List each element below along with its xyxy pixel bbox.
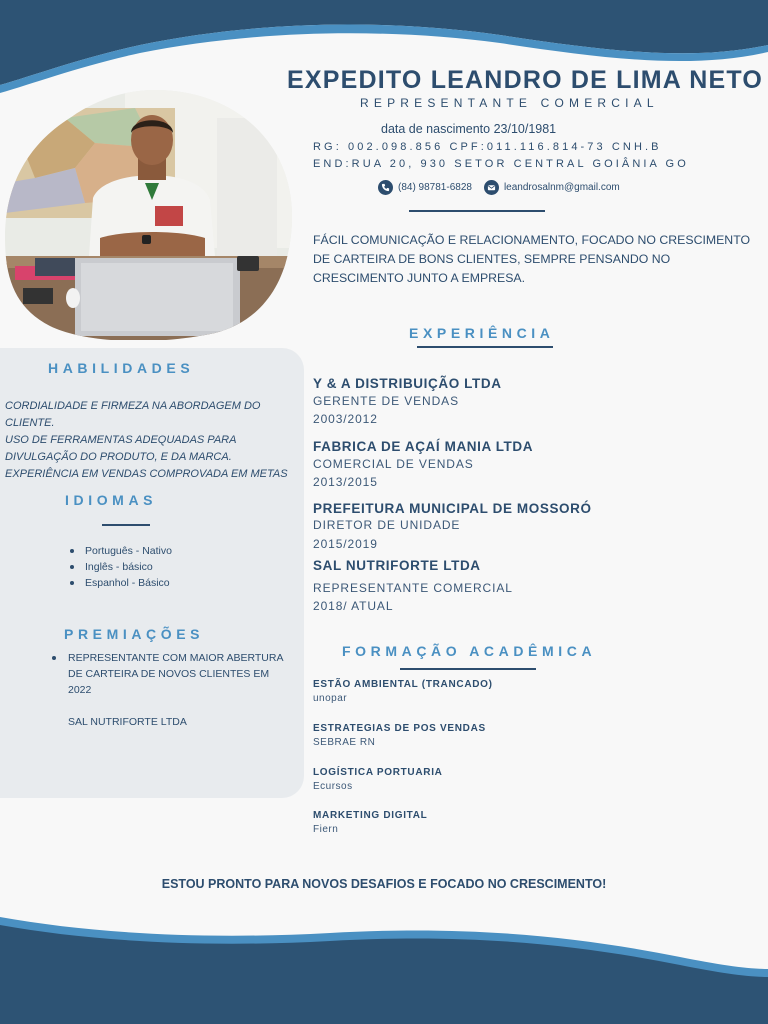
job-company: FABRICA DE AÇAÍ MANIA LTDA [313, 439, 534, 454]
languages-heading: IDIOMAS [65, 492, 158, 508]
education-institution: unopar [313, 693, 348, 704]
education-institution: SEBRAE RN [313, 737, 376, 748]
candidate-name: EXPEDITO LEANDRO DE LIMA NETO [287, 66, 764, 94]
skill-line: CORDIALIDADE E FIRMEZA NA ABORDAGEM DO CLIENTE. [5, 400, 261, 429]
profile-summary: FÁCIL COMUNICAÇÃO E RELACIONAMENTO, FOCADO NO CRESCIMENTO DE CARTEIRA DE BONS CLIENTES, SEMPRE PENSANDO NO CRESCIMENTO JUNTO A EMPRESA. [313, 233, 751, 285]
id-documents: RG: 002.098.856 CPF:011.116.814-73 CNH.B [313, 141, 662, 153]
job-period: 2018/ ATUAL [313, 599, 394, 613]
award-item [52, 650, 292, 730]
birth-date: data de nascimento 23/10/1981 [381, 122, 557, 136]
experience-heading: EXPERIÊNCIA [409, 325, 555, 341]
skills-list [5, 398, 300, 483]
closing-statement: ESTOU PRONTO PARA NOVOS DESAFIOS E FOCADO NO CRESCIMENTO! [161, 877, 607, 891]
contact-line [378, 180, 620, 195]
education-institution: Ecursos [313, 781, 353, 792]
header-divider [409, 210, 545, 212]
profile-photo [5, 88, 293, 340]
education-divider [400, 668, 536, 670]
award-line: DE CARTEIRA DE NOVOS CLIENTES EM 2022 [68, 668, 270, 696]
skill-line: DIVULGAÇÃO DO PRODUTO, E DA MARCA. [5, 451, 232, 463]
job-period: 2013/2015 [313, 475, 378, 489]
languages-divider [102, 524, 150, 526]
language-item: Inglês - básico [70, 559, 172, 575]
skills-heading: HABILIDADES [48, 360, 195, 376]
education-course: ESTRATEGIAS DE POS VENDAS [313, 723, 486, 734]
job-company: Y & A DISTRIBUIÇÃO LTDA [313, 376, 502, 391]
awards-heading: PREMIAÇÕES [64, 626, 205, 642]
experience-divider [417, 346, 553, 348]
job-company: SAL NUTRIFORTE LTDA [313, 558, 481, 573]
skill-line: EXPERIÊNCIA EM VENDAS COMPROVADA EM METAS [5, 468, 288, 480]
address: END:RUA 20, 930 SETOR CENTRAL GOIÂNIA GO [313, 158, 689, 170]
job-company: PREFEITURA MUNICIPAL DE MOSSORÓ [313, 501, 592, 516]
mail-icon [484, 180, 499, 195]
job-period: 2015/2019 [313, 537, 378, 551]
education-course: ESTÃO AMBIENTAL (TRANCADO) [313, 679, 493, 690]
language-item: Português - Nativo [70, 543, 172, 559]
email-address[interactable]: leandrosalnm@gmail.com [503, 182, 620, 193]
education-institution: Fiern [313, 824, 339, 835]
education-heading: FORMAÇÃO ACADÊMICA [342, 643, 597, 659]
bottom-wave-decoration [0, 905, 768, 1024]
phone-icon [378, 180, 393, 195]
education-course: LOGÍSTICA PORTUARIA [313, 767, 443, 778]
job-position: REPRESENTANTE COMERCIAL [313, 581, 513, 595]
education-course: MARKETING DIGITAL [313, 810, 428, 821]
language-item: Espanhol - Básico [70, 575, 172, 591]
job-position: COMERCIAL DE VENDAS [313, 457, 474, 471]
phone-number[interactable]: (84) 98781-6828 [398, 182, 472, 193]
awards-list [52, 650, 292, 730]
skill-line: USO DE FERRAMENTAS ADEQUADAS PARA [5, 434, 237, 446]
award-line: SAL NUTRIFORTE LTDA [68, 716, 187, 728]
job-period: 2003/2012 [313, 412, 378, 426]
job-position: DIRETOR DE UNIDADE [313, 518, 461, 532]
job-position: GERENTE DE VENDAS [313, 394, 459, 408]
job-role: REPRESENTANTE COMERCIAL [360, 96, 659, 110]
languages-list [70, 543, 172, 591]
award-line: REPRESENTANTE COM MAIOR ABERTURA [68, 652, 284, 664]
